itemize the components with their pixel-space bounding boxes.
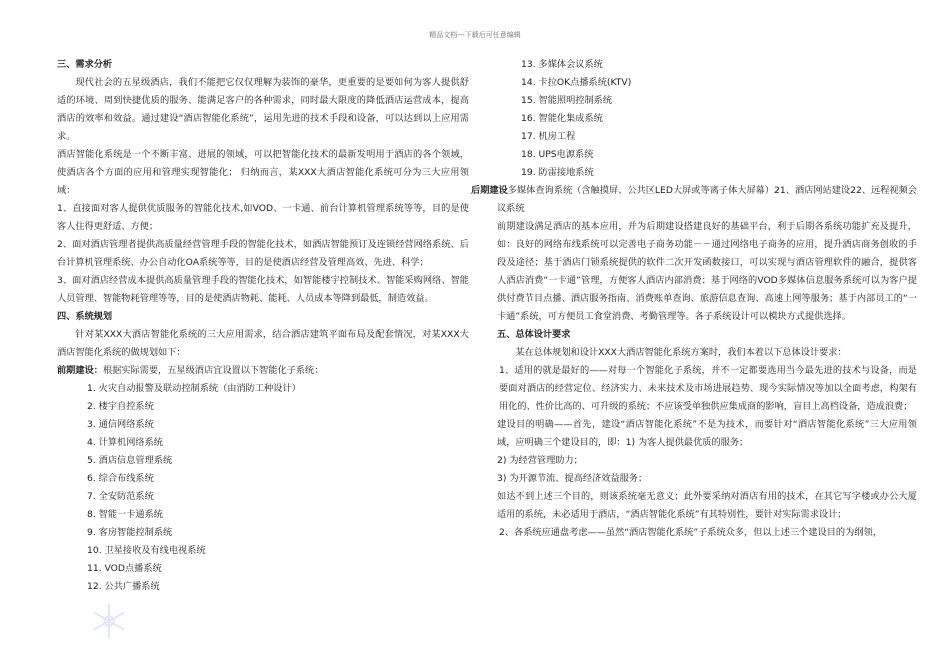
section-5-heading: 五、总体设计要求 (497, 329, 571, 340)
list-item: 19. 防雷接地系统 (521, 167, 594, 178)
page-header: 精品文档---下载后可任意编辑 (429, 31, 521, 39)
list-item: 17. 机房工程 (521, 131, 576, 142)
paragraph: 如达不到上述三个目的，则该系统毫无意义；此外要采纳对酒店有用的技术，在其它写字楼或办公大厦适用的系统，未必适用于酒店，“酒店智能化系统”有其特别性，要针对实际需求设计； (497, 491, 917, 520)
list-item: 1. 火灾自动报警及联动控制系统（由消防工种设计） (87, 383, 301, 394)
paragraph: 针对某XXX大酒店智能化系统的三大应用需求，结合酒店建筑平面布局及配套情况，对某XXX大酒店智能化系统的做规划如下： (57, 329, 469, 358)
paragraph: 酒店智能化系统是一个不断丰富、进展的领域，可以把智能化技术的最新发明用于酒店的各个领域，使酒店各个方面的应用和管理实现智能化； 归纳而言，某XXX大酒店智能化系统可分为三大应用领域： (57, 149, 469, 196)
paragraph: 前期建设满足酒店的基本应用，并为后期建设搭建良好的基础平台，利于后期各系统功能扩充及提升，如：良好的网络布线系统可以完善电子商务功能－－通过网络电子商务的应用，提升酒店商务创收的手段及途径；基于酒店门锁系统提供的软件二次开发函数接口，可以实现与酒店管理软件的融合，提供客人酒店消费“一卡通”管理，方便客人酒店内部消费；基于网络的VOD多媒体信息服务系统可以为客户提供付费节目点播、酒店服务指南、消费账单查询、旅游信息查询、高速上网等服务；基于内部员工的“一卡通”系统，可方便员工食堂消费、考勤管理等。各子系统设计可以模块方式提供选择。 (497, 221, 917, 322)
paragraph: 3) 为开源节流、提高经济效益服务； (497, 473, 648, 484)
list-item: 16. 智能化集成系统 (521, 113, 603, 124)
list-item: 6. 综合布线系统 (87, 473, 154, 484)
paragraph: 建设目的明确——首先，建设“酒店智能化系统”不是为技术，而要针对“酒店智能化系统”三大应用领域，应明确三个建设目的，即：1) 为客人提供最优质的服务； (497, 419, 917, 448)
left-column (57, 56, 469, 596)
list-item: 8. 智能一卡通系统 (87, 509, 163, 520)
paragraph (471, 182, 917, 218)
phase-text: 根据实际需要，五星级酒店宜设置以下智能化子系统： (102, 365, 324, 376)
right-column (471, 56, 917, 542)
list-item: 2. 楼宇自控系统 (87, 401, 154, 412)
list-item: 11. VOD点播系统 (87, 563, 162, 574)
snowflake-watermark-icon (90, 602, 128, 640)
paragraph: 1、适用的就是最好的——对每一个智能化子系统，并不一定都要选用当今最先进的技术与设备，而是要面对酒店的经营定位、经济实力、未来技术及市场进展趋势、现今实际情况等加以全面考虑，构架有用化的、性价比高的、可升级的系统；不应该受单独供应集成商的影响，盲目上高档设备，造成浪费； (499, 365, 917, 412)
paragraph: 现代社会的五星级酒店，我们不能把它仅仅理解为装饰的豪华，更重要的是要如何为客人提供舒适的环境、周到快捷优质的服务、能满足客户的各种需求，同时最大限度的降低酒店运营成本，提高酒店的效率和效益。通过建设“酒店智能化系统”，运用先进的技术手段和设备，可以达到以上应用需求。 (57, 77, 469, 142)
paragraph: 1、直接面对客人提供优质服务的智能化技术,如VOD、一卡通、前台计算机管理系统等等，目的是使客人住得更舒适、方便； (57, 203, 469, 232)
list-item: 5. 酒店信息管理系统 (87, 455, 173, 466)
paragraph: 2、各系统应通盘考虑——虽然“酒店智能化系统”子系统众多，但以上述三个建设目的为纲领， (499, 527, 882, 538)
list-item: 4. 计算机网络系统 (87, 437, 163, 448)
phase-text: 多媒体查询系统（含触摸屏、公共区LED大屏或等离子体大屏幕）21、酒店网站建设22、远程视频会议系统 (497, 185, 917, 214)
list-item: 14. 卡拉OK点播系统(KTV) (521, 77, 632, 88)
phase-label: 后期建设 (471, 185, 508, 196)
list-item: 3. 通信网络系统 (87, 419, 154, 430)
list-item: 10. 卫星接收及有线电视系统 (87, 545, 206, 556)
list-item: 12. 公共广播系统 (87, 581, 160, 592)
list-item: 9. 客房智能控制系统 (87, 527, 173, 538)
phase-label: 前期建设： (57, 365, 103, 376)
list-item: 18. UPS电源系统 (521, 149, 594, 160)
paragraph: 3、面对酒店经营成本提供高质量管理手段的智能化技术，如智能楼宇控制技术、智能采购网络、智能人员管理、智能物耗管理等等，目的是使酒店物耗、能耗、人员成本等降到最低，制造效益。 (57, 275, 469, 304)
section-4-heading: 四、系统规划 (57, 311, 113, 322)
list-item: 7. 全安防范系统 (87, 491, 154, 502)
list-item: 15. 智能照明控制系统 (521, 95, 613, 106)
paragraph (57, 362, 469, 380)
list-item: 13. 多媒体会议系统 (521, 59, 603, 70)
section-3-heading: 三、需求分析 (57, 59, 113, 70)
paragraph: 某在总体规划和设计XXX大酒店智能化系统方案时，我们本着以下总体设计要求： (515, 347, 847, 358)
paragraph: 2、面对酒店管理者提供高质量经营管理手段的智能化技术，如酒店智能预订及连锁经营网络系统、后台计算机管理系统、办公自动化OA系统等等，目的是使酒店经营及管理高效、先进、科学； (57, 239, 469, 268)
paragraph: 2) 为经营管理助力； (497, 455, 583, 466)
